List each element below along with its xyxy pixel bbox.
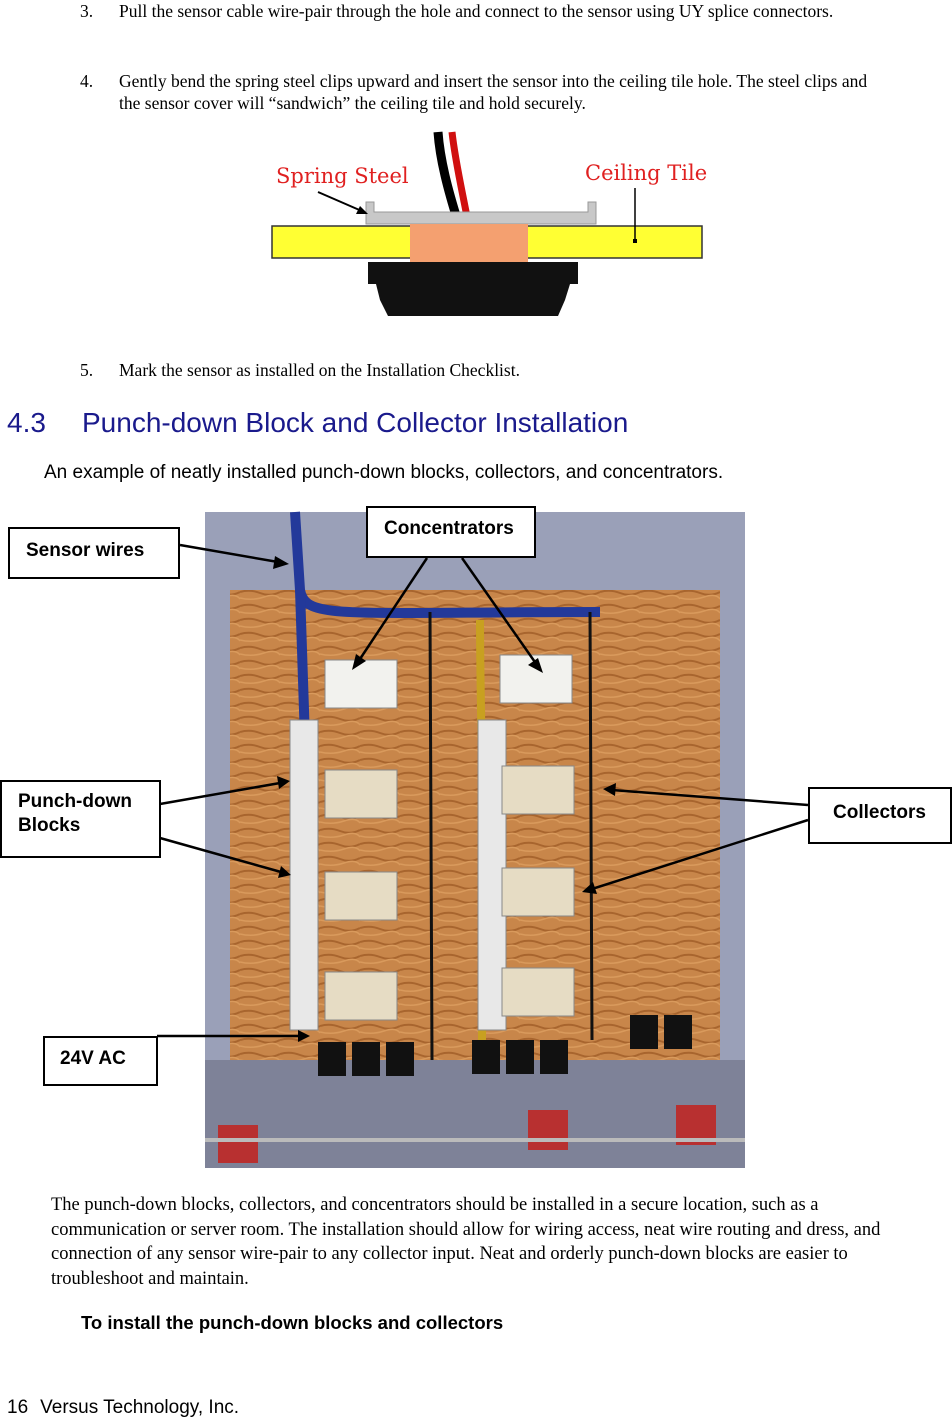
company-name: Versus Technology, Inc. bbox=[40, 1397, 240, 1418]
step-text: Mark the sensor as installed on the Installation Checklist. bbox=[119, 360, 520, 380]
collector-unit bbox=[325, 770, 397, 818]
callout-punch-down-blocks bbox=[0, 780, 161, 858]
concentrator-unit bbox=[325, 660, 397, 708]
ceiling-tile-label: Ceiling Tile bbox=[585, 161, 708, 185]
punch-down-block bbox=[290, 720, 318, 1030]
power-transformer bbox=[352, 1042, 380, 1076]
power-transformer bbox=[630, 1015, 658, 1049]
step-text: Pull the sensor cable wire-pair through the hole and connect to the sensor using UY splice connectors. bbox=[119, 1, 834, 21]
page-footer bbox=[7, 1397, 251, 1419]
wall-lower bbox=[205, 1060, 745, 1168]
procedure-heading: To install the punch-down blocks and collectors bbox=[81, 1312, 504, 1333]
section-number: 4.3 bbox=[7, 407, 46, 438]
section-title: Punch-down Block and Collector Installation bbox=[82, 407, 629, 438]
electrical-box bbox=[218, 1125, 258, 1163]
collector-unit bbox=[502, 766, 574, 814]
step-number: 3. bbox=[80, 1, 94, 21]
callout-concentrators bbox=[366, 506, 536, 558]
power-transformer bbox=[472, 1040, 500, 1074]
callout-label: Punch-down bbox=[18, 791, 132, 812]
callout-24v-ac bbox=[43, 1036, 158, 1086]
collector-unit bbox=[502, 868, 574, 916]
callout-sensor-wires bbox=[8, 527, 180, 579]
power-transformer bbox=[386, 1042, 414, 1076]
step-number: 4. bbox=[80, 71, 94, 91]
section-intro: An example of neatly installed punch-down blocks, collectors, and concentrators. bbox=[44, 462, 724, 483]
step-text: Gently bend the spring steel clips upward and insert the sensor into the ceiling tile hole. The steel clips and the sensor cover will “sandwich” the ceiling tile and hold securely. bbox=[119, 71, 868, 113]
callout-label: Sensor wires bbox=[26, 540, 145, 561]
collector-unit bbox=[502, 968, 574, 1016]
electrical-box bbox=[528, 1110, 568, 1150]
step-number: 5. bbox=[80, 360, 94, 380]
power-transformer bbox=[664, 1015, 692, 1049]
callout-label: Blocks bbox=[18, 815, 81, 836]
power-transformer bbox=[506, 1040, 534, 1074]
callout-collectors bbox=[808, 787, 952, 844]
spring-steel-label: Spring Steel bbox=[276, 164, 409, 188]
callout-label: 24V AC bbox=[60, 1048, 126, 1069]
page-number: 16 bbox=[7, 1397, 29, 1418]
callout-label: Concentrators bbox=[384, 518, 514, 539]
collector-unit bbox=[325, 972, 397, 1020]
sensor-wire-bundle bbox=[300, 590, 305, 740]
callout-label: Collectors bbox=[833, 802, 926, 823]
collector-unit bbox=[325, 872, 397, 920]
power-transformer bbox=[318, 1042, 346, 1076]
power-transformer bbox=[540, 1040, 568, 1074]
black-wire-run bbox=[590, 612, 592, 1040]
black-wire-run bbox=[430, 612, 432, 1060]
body-paragraph: The punch-down blocks, collectors, and concentrators should be installed in a secure location, such as a communication or server room. The installation should allow for wiring access, neat wire routing and dress, and connection of any sensor wire-pair to any collector input. Neat and orderly punch-down blocks are easier to troubleshoot and maintain. bbox=[51, 1195, 881, 1289]
